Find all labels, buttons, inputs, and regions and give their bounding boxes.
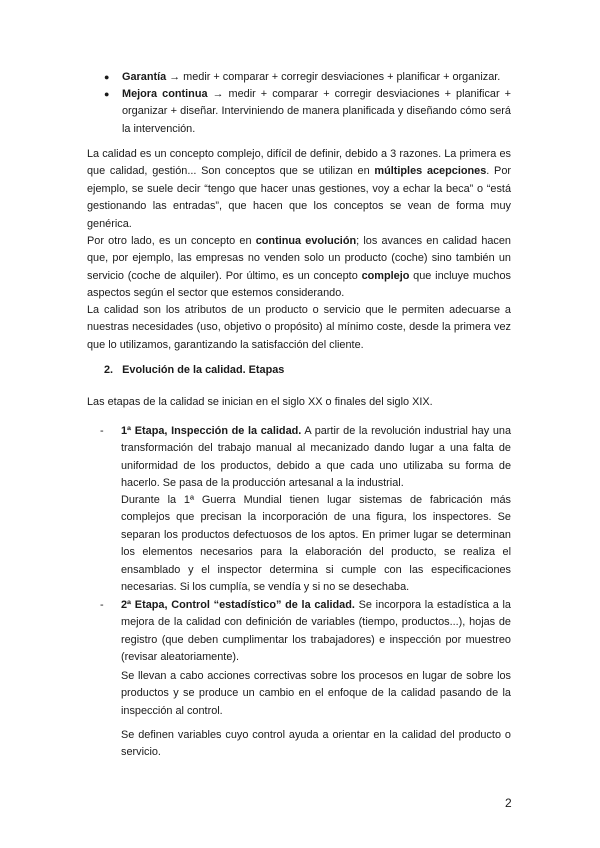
stage-title: 1ª Etapa, Inspección de la calidad.: [121, 425, 302, 437]
paragraph-definicion: La calidad son los atributos de un producto o servicio que le permiten adecuarse a nuestras necesidades (uso, objetivo o propósito) al mínimo coste, desde la primera vez que lo utilizamos, garantizando la satisfacción del cliente.: [87, 304, 511, 351]
bullet-garantia: [104, 69, 511, 86]
paragraph-complejidad: La calidad es un concepto complejo, difícil de definir, debido a 3 razones. La primera es que calidad, gestión... Son conceptos que se utilizan en múltiples acepciones. Por ejemplo, se suele decir “tengo que hacer unas gestiones, voy a echar la beca” o “está gestionando las entradas”, que hacen que los conceptos se vean de forma muy genérica.: [87, 148, 512, 230]
stage-2: [100, 597, 511, 667]
bullet-title: Mejora continua: [122, 88, 208, 100]
stage-2-detail-2: Se definen variables cuyo control ayuda a orientar en la calidad del producto o servicio.: [121, 729, 511, 759]
stage-text: Se incorpora la estadística a la mejora de la calidad con definición de variables (tiempo, productos...), hojas de registro (que deben cumplimentar los trabajadores) e inspección por muestreo (revisar aleatoriamente).: [121, 599, 511, 664]
stage-1: [100, 423, 511, 493]
dash-icon: -: [100, 425, 104, 437]
section-heading: 2. Evolución de la calidad. Etapas: [104, 364, 285, 376]
bullet-text: → medir + comparar + corregir desviaciones + planificar + organizar + diseñar. Interviniendo de manera planificada y diseñando cómo será la intervención.: [122, 88, 511, 135]
bullet-dot-icon: ●: [104, 72, 110, 82]
paragraph-etapas-intro: Las etapas de la calidad se inician en el siglo XX o finales del siglo XIX.: [87, 396, 433, 408]
bullet-dot-icon: ●: [104, 89, 110, 99]
stage-title: 2ª Etapa, Control “estadístico” de la calidad.: [121, 599, 355, 611]
bullet-title: Garantía: [122, 71, 167, 83]
dash-icon: -: [100, 599, 104, 611]
stage-text: A partir de la revolución industrial hay una transformación del trabajo manual al mecanizado dando lugar a una falta de uniformidad de los productos, debido a que cada uno utilizaba su forma de hacerlo. Se pasa de la producción artesanal a la industrial.: [121, 425, 512, 490]
bullet-text: → medir + comparar + corregir desviaciones + planificar + organizar.: [166, 71, 501, 83]
page-number: 2: [505, 796, 512, 810]
stage-2-detail-1: Se llevan a cabo acciones correctivas sobre los procesos en lugar de sobre los productos y se produce un cambio en el enfoque de la calidad pasando de la inspección al control.: [121, 670, 511, 717]
stage-1-detail: Durante la 1ª Guerra Mundial tienen lugar sistemas de fabricación más complejos que precisan la incorporación de una figura, los inspectores. Se separan los productos defectuosos de los aptos. En primer lugar se determinan los elementos necesarios para la elaboración del producto, se realiza el ensamblado y el inspector determina si cumple con las especificaciones necesarias. Si los cumplía, se vendía y si no se desechaba.: [121, 494, 511, 594]
bullet-mejora-continua: [104, 86, 511, 138]
paragraph-evolucion: Por otro lado, es un concepto en continua evolución; los avances en calidad hacen que, por ejemplo, las empresas no venden solo un producto (coche) sino también un servicio (coche de alquiler). Por último, es un concepto complejo que incluye muchos aspectos según el sector que estemos considerando.: [87, 235, 511, 300]
